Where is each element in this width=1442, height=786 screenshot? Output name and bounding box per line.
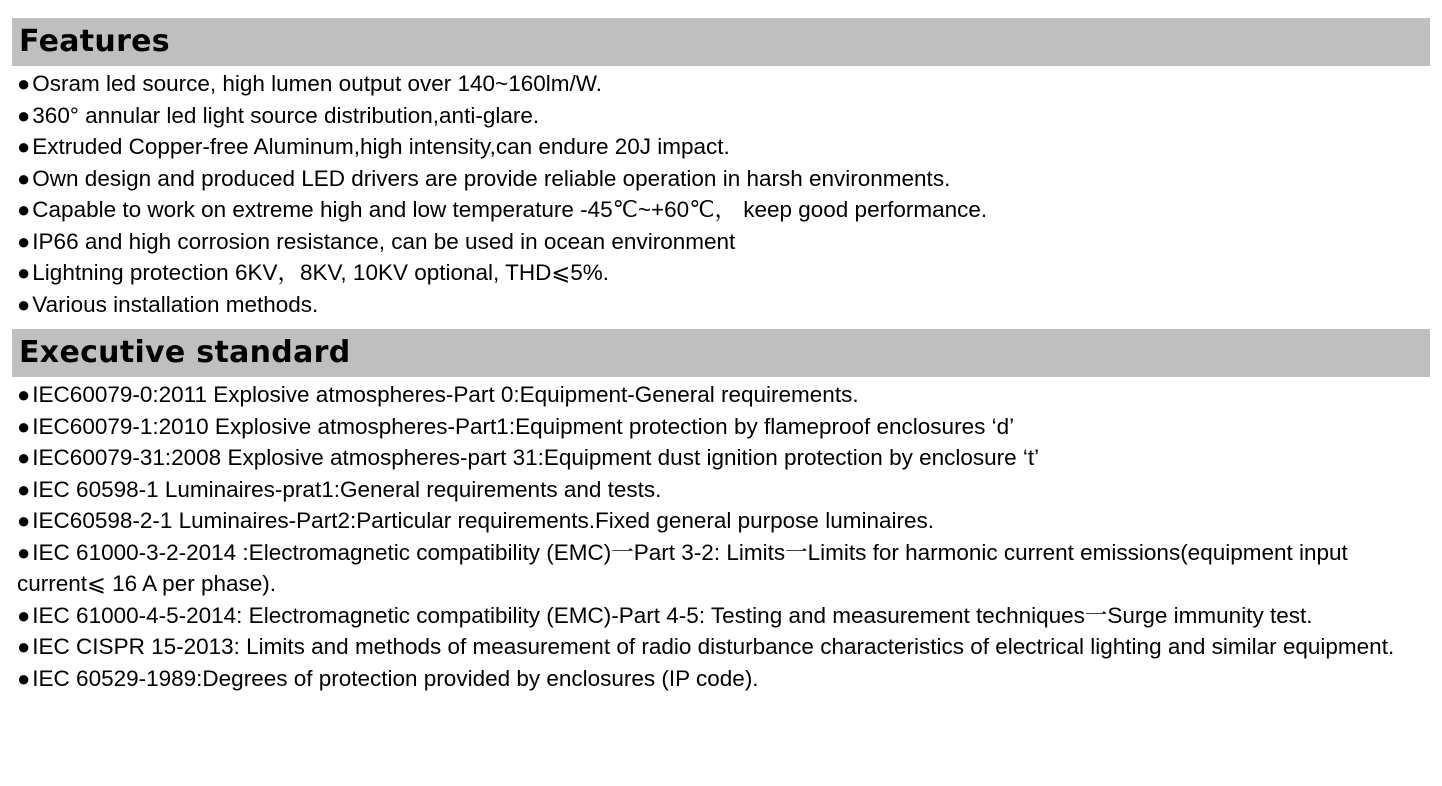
standard-text: IEC 60529-1989:Degrees of protection provided by enclosures (IP code).	[32, 665, 759, 691]
standard-text: IEC60079-0:2011 Explosive atmospheres-Part 0:Equipment-General requirements.	[32, 382, 859, 407]
feature-item	[17, 131, 987, 163]
feature-text: Lightning protection 6KV，8KV, 10KV optional, THD⩽5%.	[32, 260, 610, 285]
feature-item	[17, 226, 987, 258]
feature-text: IP66 and high corrosion resistance, can be used in ocean environment	[32, 228, 736, 254]
feature-text: Extruded Copper-free Aluminum,high intensity,can endure 20J impact.	[32, 134, 730, 159]
standard-item	[17, 379, 1417, 411]
feature-item	[17, 163, 987, 195]
standard-item	[17, 663, 1417, 695]
bullet-icon: ●	[17, 228, 31, 254]
bullet-icon: ●	[17, 291, 31, 317]
bullet-icon: ●	[17, 382, 31, 407]
bullet-icon: ●	[17, 634, 31, 659]
bullet-icon: ●	[17, 134, 31, 159]
bullet-icon: ●	[17, 665, 31, 691]
bullet-icon: ●	[17, 508, 31, 533]
features-list	[17, 68, 987, 320]
feature-item	[17, 68, 987, 100]
standard-item	[17, 411, 1417, 443]
bullet-icon: ●	[17, 602, 31, 628]
bullet-icon: ●	[17, 413, 31, 439]
standard-item	[17, 505, 1417, 537]
standard-item	[17, 537, 1417, 600]
bullet-icon: ●	[17, 476, 31, 502]
executive-standard-list	[17, 379, 1417, 694]
features-heading: Features	[12, 18, 1430, 66]
feature-item	[17, 289, 987, 321]
standard-text: IEC 60598-1 Luminaires-prat1:General requirements and tests.	[32, 476, 662, 502]
bullet-icon: ●	[17, 260, 31, 285]
feature-item	[17, 100, 987, 132]
standard-text: IEC60598-2-1 Luminaires-Part2:Particular requirements.Fixed general purpose luminaires.	[32, 508, 934, 533]
standard-item	[17, 442, 1417, 474]
standard-item	[17, 631, 1417, 663]
standard-text: IEC 61000-3-2-2014 :Electromagnetic compatibility (EMC)一Part 3-2: Limits一Limits for harmonic current emissions(equipment input current⩽ 16 A per phase).	[17, 539, 1348, 596]
feature-text: 360° annular led light source distribution,anti-glare.	[32, 102, 540, 128]
bullet-icon: ●	[17, 445, 31, 470]
bullet-icon: ●	[17, 197, 31, 222]
feature-text: Various installation methods.	[32, 291, 319, 317]
standard-text: IEC60079-1:2010 Explosive atmospheres-Part1:Equipment protection by flameproof enclosures ‘d’	[32, 413, 1015, 439]
feature-item	[17, 194, 987, 226]
bullet-icon: ●	[17, 165, 31, 191]
bullet-icon: ●	[17, 102, 31, 128]
standard-text: IEC CISPR 15-2013: Limits and methods of measurement of radio disturbance characteristics of electrical lighting and similar equipment.	[32, 634, 1395, 659]
standard-item	[17, 600, 1417, 632]
standard-text: IEC60079-31:2008 Explosive atmospheres-part 31:Equipment dust ignition protection by enclosure ‘t’	[32, 445, 1040, 470]
bullet-icon: ●	[17, 71, 31, 96]
bullet-icon: ●	[17, 539, 31, 565]
feature-item	[17, 257, 987, 289]
standard-item	[17, 474, 1417, 506]
feature-text: Osram led source, high lumen output over 140~160lm/W.	[32, 71, 602, 96]
standard-text: IEC 61000-4-5-2014: Electromagnetic compatibility (EMC)-Part 4-5: Testing and measurement techniques一Surge immunity test.	[32, 602, 1313, 628]
feature-text: Capable to work on extreme high and low temperature -45℃~+60℃， keep good performance.	[32, 197, 988, 222]
executive-standard-heading: Executive standard	[12, 329, 1430, 377]
feature-text: Own design and produced LED drivers are provide reliable operation in harsh environments.	[32, 165, 951, 191]
